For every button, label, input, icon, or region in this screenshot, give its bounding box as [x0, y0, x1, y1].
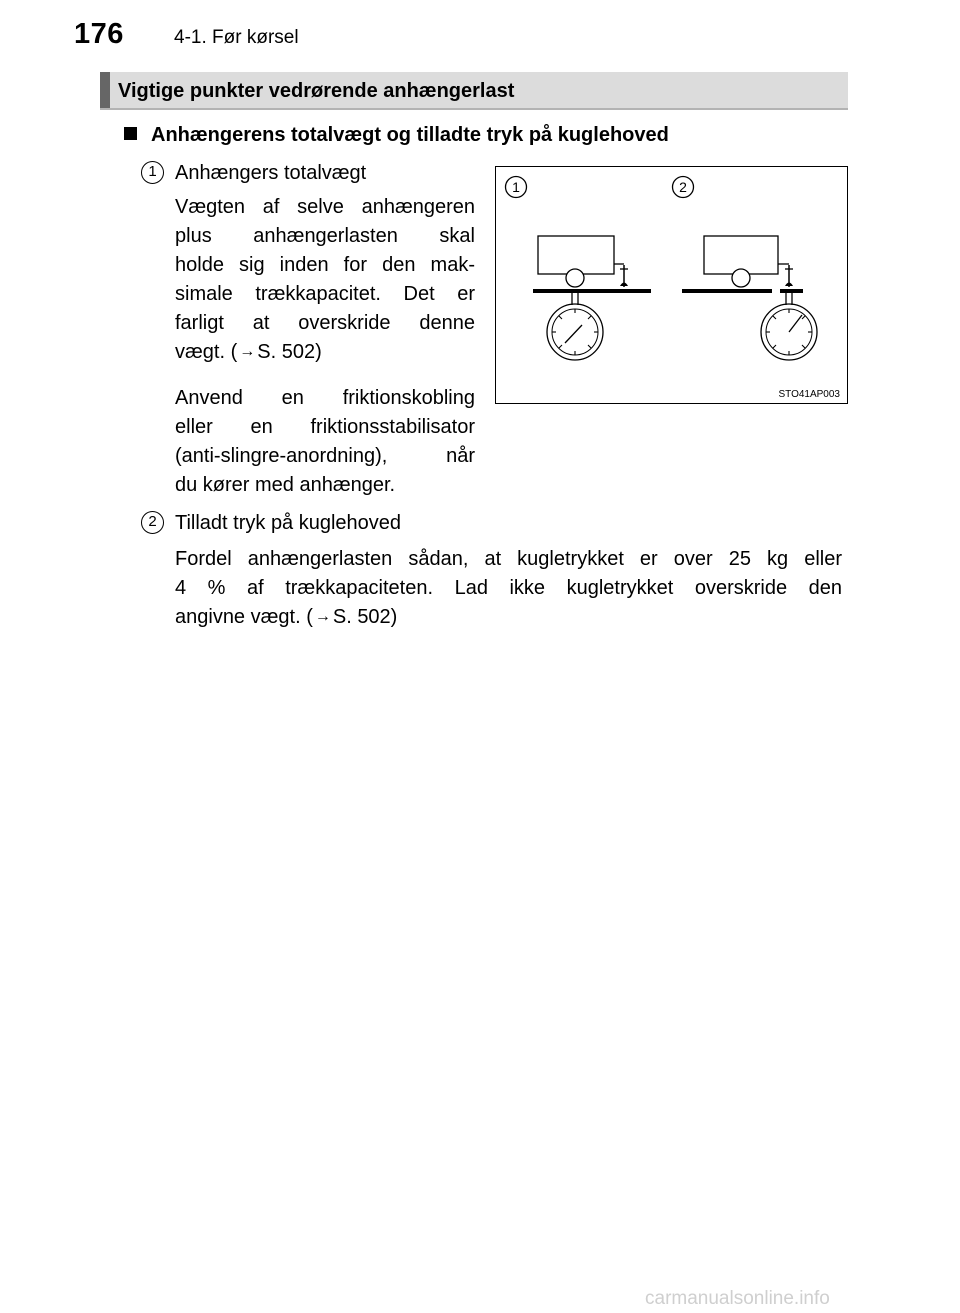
item-paragraph — [175, 384, 475, 500]
trailer-diagram-right — [682, 236, 817, 360]
figure-label-text: 2 — [679, 179, 687, 195]
paragraph-line: farligt at overskride denne — [175, 312, 475, 334]
item-title: Anhængers totalvægt — [175, 162, 367, 184]
item-paragraph — [175, 193, 475, 368]
subheading — [124, 124, 669, 147]
chapter-title: 4-1. Før kørsel — [174, 27, 299, 48]
trailer-illustration — [496, 167, 846, 402]
item-number-badge: 2 — [141, 511, 164, 534]
page-reference-link[interactable]: S. 502) — [257, 341, 322, 363]
section-header — [100, 72, 848, 110]
paragraph-line — [175, 338, 475, 368]
paragraph-line: 4 % af trækkapaciteten. Lad ikke kugletrykket overskride den — [175, 577, 842, 599]
arrow-right-icon: → — [239, 343, 256, 360]
paragraph-line: plus anhængerlasten skal — [175, 225, 475, 247]
square-bullet-icon — [124, 127, 137, 140]
paragraph-line: Anvend en friktionskobling — [175, 387, 475, 409]
subheading-text: Anhængerens totalvægt og tilladte tryk på kuglehoved — [151, 124, 669, 146]
trailer-diagram-left — [533, 236, 651, 360]
item-number-badge: 1 — [141, 161, 164, 184]
figure-label-1 — [506, 177, 527, 198]
paragraph-line: (anti-slingre-anordning), når — [175, 445, 475, 467]
figure-label-2 — [673, 177, 694, 198]
figure-label-text: 1 — [512, 179, 520, 195]
paragraph-line: Vægten af selve anhængeren — [175, 196, 475, 218]
paragraph-text: vægt. ( — [175, 341, 238, 363]
paragraph-line: holde sig inden for den mak- — [175, 254, 475, 276]
paragraph-line: du kører med anhænger. — [175, 474, 396, 496]
paragraph-text: angivne vægt. ( — [175, 606, 313, 628]
paragraph-line — [175, 603, 842, 633]
watermark: carmanualsonline.info — [645, 1288, 830, 1309]
arrow-right-icon: → — [314, 608, 331, 625]
trailer-weight-figure — [495, 166, 848, 404]
paragraph-line: simale trækkapacitet. Det er — [175, 283, 475, 305]
paragraph-line: Fordel anhængerlasten sådan, at kugletrykket er over 25 kg eller — [175, 548, 842, 570]
section-accent — [100, 72, 110, 108]
item-paragraph — [175, 545, 842, 633]
figure-code: STO41AP003 — [778, 389, 840, 400]
section-title: Vigtige punkter vedrørende anhængerlast — [118, 80, 515, 102]
item-title: Tilladt tryk på kuglehoved — [175, 512, 402, 534]
paragraph-line: eller en friktionsstabilisator — [175, 416, 475, 438]
page-number: 176 — [74, 18, 124, 50]
page-reference-link[interactable]: S. 502) — [332, 606, 398, 628]
